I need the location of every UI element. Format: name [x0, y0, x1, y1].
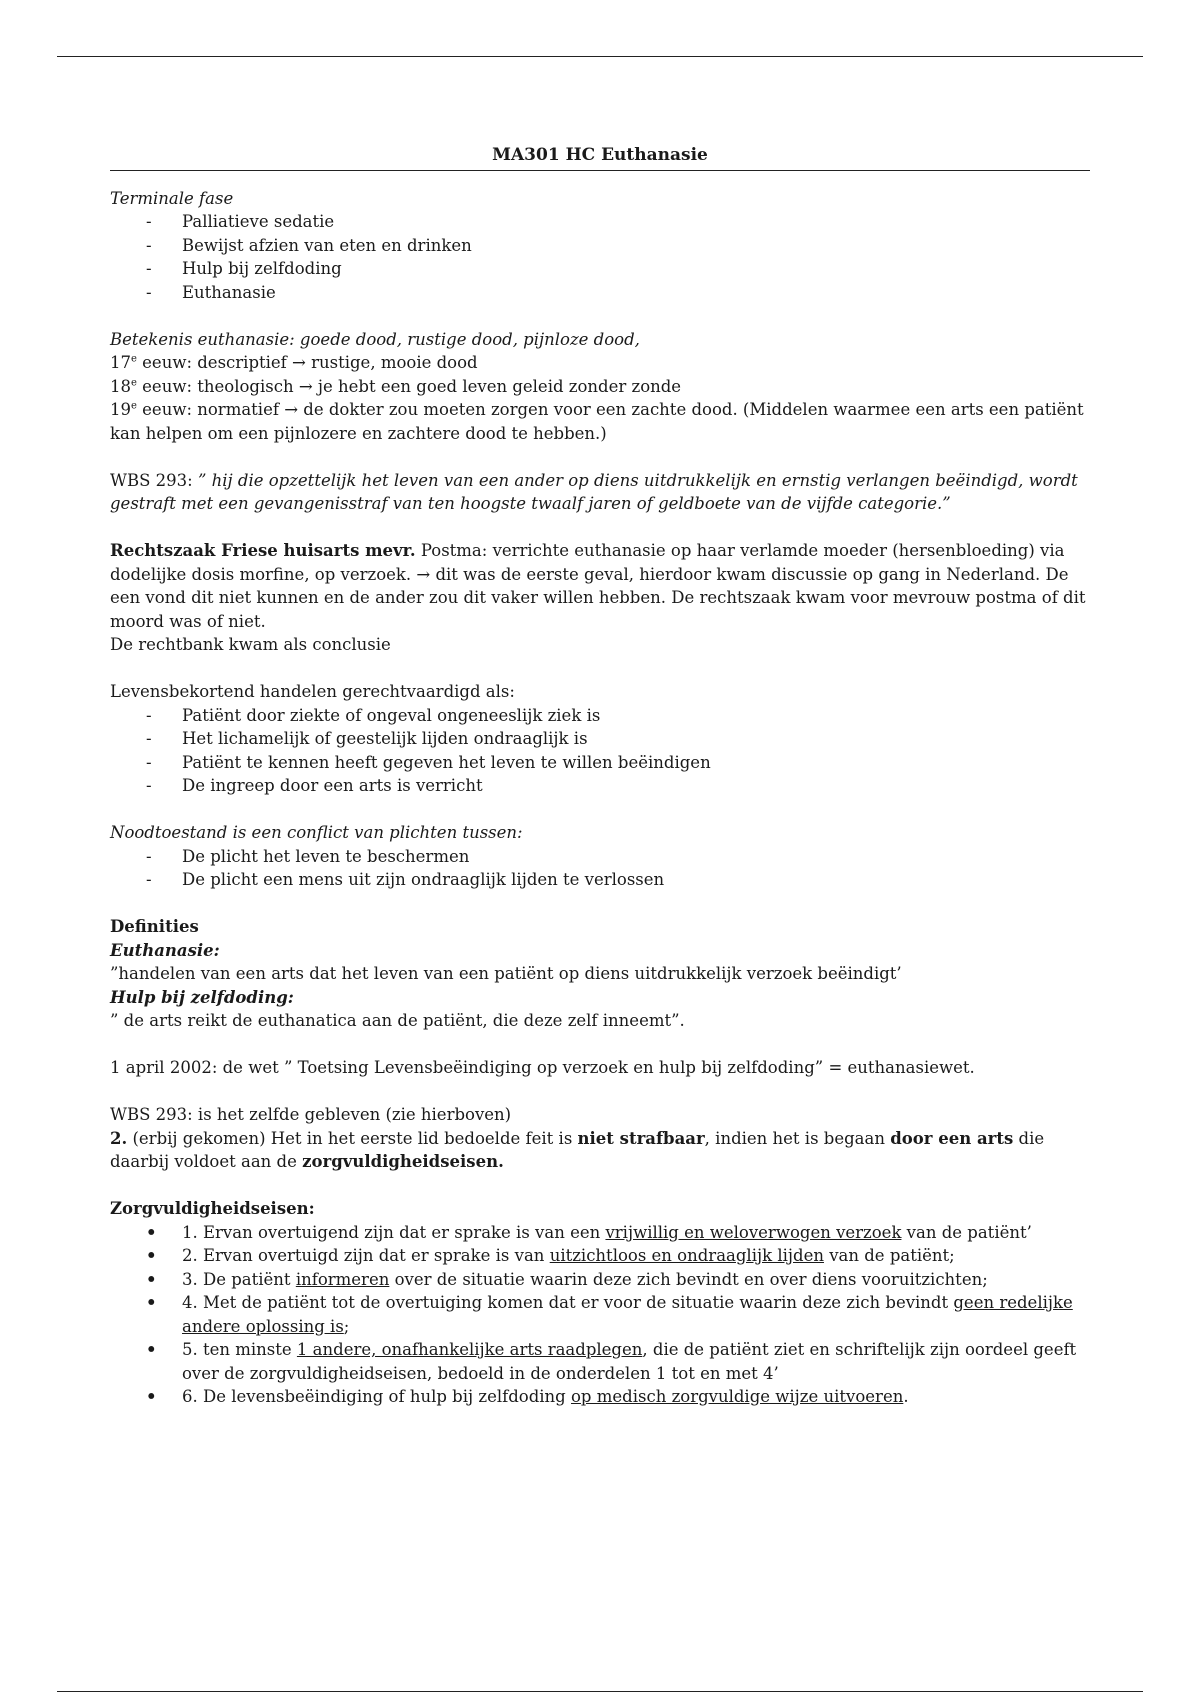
rechtszaak-conclusie: De rechtbank kwam als conclusie — [110, 635, 391, 654]
list-item: • 2. Ervan overtuigd zijn dat er sprake is van uitzichtloos en ondraaglijk lijden van de patiënt; — [110, 1244, 1090, 1268]
terminal-list — [110, 210, 1090, 304]
list-item: - Euthanasie — [110, 281, 1090, 305]
list-item: - Bewijst afzien van eten en drinken — [110, 234, 1090, 258]
century-18: 18e eeuw: theologisch → je hebt een goed leven geleid zonder zonde — [110, 376, 682, 396]
century-17: 17e eeuw: descriptief → rustige, mooie dood — [110, 353, 478, 372]
euthanasie-definition: ”handelen van een arts dat het leven van een patiënt op diens uitdrukkelijk verzoek beëindigt’ — [110, 964, 902, 983]
list-item: - Patiënt te kennen heeft gegeven het leven te willen beëindigen — [110, 751, 1090, 775]
zorg-heading: Zorgvuldigheidseisen: — [110, 1199, 315, 1218]
wbs-quote: WBS 293: ” hij die opzettelijk het leven van een ander op diens uitdrukkelijk en ernstig verlangen beëindigd, wordt gestraft met een gevangenisstraf van ten hoogste twaalf jaren of geldboete van de vijfde categorie.” — [110, 470, 1078, 513]
euthanasie-label: Euthanasie: — [110, 940, 220, 960]
hulp-definition: ” de arts reikt de euthanatica aan de patiënt, die deze zelf inneemt”. — [110, 1011, 685, 1030]
list-item: - De ingreep door een arts is verricht — [110, 774, 1090, 798]
century-19: 19e eeuw: normatief → de dokter zou moeten zorgen voor een zachte dood. (Middelen waarmee een arts een patiënt kan helpen om een pijnlozere en zachtere dood te hebben.) — [110, 400, 1084, 443]
bottom-rule — [57, 1691, 1143, 1692]
list-item: • 4. Met de patiënt tot de overtuiging komen dat er voor de situatie waarin deze zich bevindt geen redelijke andere oplossing is; — [110, 1291, 1090, 1338]
wbs-line: WBS 293: is het zelfde gebleven (zie hierboven) — [110, 1105, 512, 1124]
definities-heading: Definities — [110, 917, 199, 936]
list-item: - Patiënt door ziekte of ongeval ongeneeslijk ziek is — [110, 704, 1090, 728]
list-item: - De plicht een mens uit zijn ondraaglijk lijden te verlossen — [110, 868, 1090, 892]
list-item: • 3. De patiënt informeren over de situatie waarin deze zich bevindt en over diens vooruitzichten; — [110, 1268, 1090, 1292]
levens-heading: Levensbekortend handelen gerechtvaardigd als: — [110, 682, 515, 701]
list-item: • 5. ten minste 1 andere, onafhankelijke arts raadplegen, die de patiënt ziet en schriftelijk zijn oordeel geeft over de zorgvuldigheidseisen, bedoeld in de onderdelen 1 tot en met 4’ — [110, 1338, 1090, 1385]
list-item: • 6. De levensbeëindiging of hulp bij zelfdoding op medisch zorgvuldige wijze uitvoeren. — [110, 1385, 1090, 1409]
nood-heading: Noodtoestand is een conflict van plichten tussen: — [110, 823, 523, 842]
nood-list — [110, 845, 1090, 892]
list-item: • 1. Ervan overtuigend zijn dat er sprake is van een vrijwillig en weloverwogen verzoek van de patiënt’ — [110, 1221, 1090, 1245]
list-item: - Palliatieve sedatie — [110, 210, 1090, 234]
list-item: - Hulp bij zelfdoding — [110, 257, 1090, 281]
top-rule — [57, 56, 1143, 57]
list-item: - Het lichamelijk of geestelijk lijden ondraaglijk is — [110, 727, 1090, 751]
terminal-heading: Terminale fase — [110, 188, 234, 208]
wet-line: 1 april 2002: de wet ” Toetsing Levensbeëindiging op verzoek en hulp bij zelfdoding” = euthanasiewet. — [110, 1058, 975, 1077]
hulp-label: Hulp bij zelfdoding: — [110, 987, 294, 1007]
rechtszaak-paragraph: Rechtszaak Friese huisarts mevr. Postma: verrichte euthanasie op haar verlamde moeder (hersenbloeding) via dodelijke dosis morfine, op verzoek. → dit was de eerste geval, hierdoor kwam discussie op gang in Nederland. De een vond dit niet kunnen en de ander zou dit vaker willen hebben. De rechtszaak kwam voor mevrouw postma of dit moord was of niet. — [110, 541, 1086, 631]
levens-list — [110, 704, 1090, 798]
wbs-lid-2: 2. (erbij gekomen) Het in het eerste lid bedoelde feit is niet strafbaar, indien het is begaan door een arts die daarbij voldoet aan de zorgvuldigheidseisen. — [110, 1128, 1045, 1171]
betekenis-heading: Betekenis euthanasie: goede dood, rustige dood, pijnloze dood, — [110, 329, 640, 349]
page-title: MA301 HC Euthanasie — [110, 144, 1090, 171]
document-page — [110, 144, 1090, 1409]
zorg-list — [110, 1221, 1090, 1409]
list-item: - De plicht het leven te beschermen — [110, 845, 1090, 869]
